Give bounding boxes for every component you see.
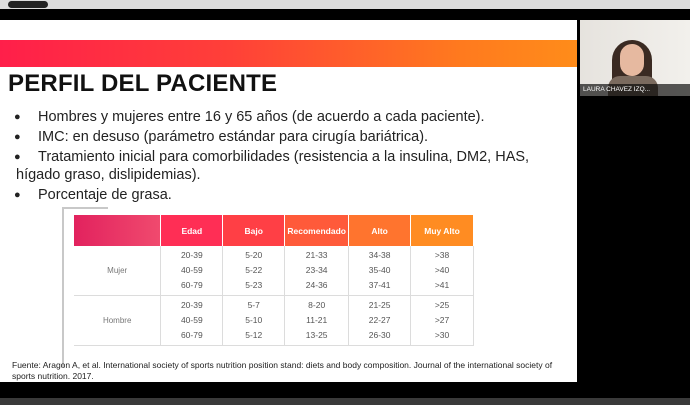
table-cell: 20-39 40-59 60-79 — [161, 296, 223, 346]
bottom-strip — [0, 398, 690, 405]
table-cell: >25 >27 >30 — [411, 296, 474, 346]
table-cell: 5-7 5-10 5-12 — [223, 296, 285, 346]
row-label: Mujer — [74, 246, 161, 296]
header-cell: Bajo — [223, 215, 285, 246]
header-cell: Edad — [161, 215, 223, 246]
table-cell: 21-33 23-34 24-36 — [285, 246, 349, 296]
presentation-slide — [0, 20, 577, 382]
table-cell: 20-39 40-59 60-79 — [161, 246, 223, 296]
top-strip — [0, 0, 690, 9]
window-indicator — [8, 1, 48, 8]
bullet-item: ● Hombres y mujeres entre 16 y 65 años (de acuerdo a cada paciente). — [12, 108, 552, 126]
bullet-item: ● Tratamiento inicial para comorbilidades (resistencia a la insulina, DM2, HAS, hígado graso, dislipidemias). — [12, 148, 552, 184]
header-cell: Alto — [349, 215, 411, 246]
bullet-list — [12, 108, 552, 206]
body-fat-table — [74, 215, 474, 346]
bullet-item: ● IMC: en desuso (parámetro estándar para cirugía bariátrica). — [12, 128, 552, 146]
slide-title: PERFIL DEL PACIENTE — [8, 70, 278, 97]
participant-video-tile[interactable] — [580, 20, 690, 96]
table-cell: 5-20 5-22 5-23 — [223, 246, 285, 296]
header-cell: Muy Alto — [411, 215, 474, 246]
header-cell: Recomendado — [285, 215, 349, 246]
row-label: Hombre — [74, 296, 161, 346]
participant-face — [620, 44, 644, 76]
bullet-item: ● Porcentaje de grasa. — [12, 186, 552, 204]
table-cell: 21-25 22-27 26-30 — [349, 296, 411, 346]
table-row-hombre — [74, 296, 474, 346]
body-fat-table-container — [62, 207, 477, 377]
table-cell: 34-38 35-40 37-41 — [349, 246, 411, 296]
table-cell: >38 >40 >41 — [411, 246, 474, 296]
table-header-row — [74, 215, 474, 246]
decorative-bracket — [62, 312, 68, 367]
slide-header-band — [0, 40, 577, 67]
table-row-mujer — [74, 246, 474, 296]
source-citation: Fuente: Aragon A, et al. International society of sports nutrition position stand: diets and body composition. Journal of the international society of sports nutrition. 2017. — [12, 360, 553, 381]
table-cell: 8-20 11-21 13-25 — [285, 296, 349, 346]
header-cell — [74, 215, 161, 246]
participant-name-label: LAURA CHAVEZ IZQ... — [580, 84, 690, 96]
